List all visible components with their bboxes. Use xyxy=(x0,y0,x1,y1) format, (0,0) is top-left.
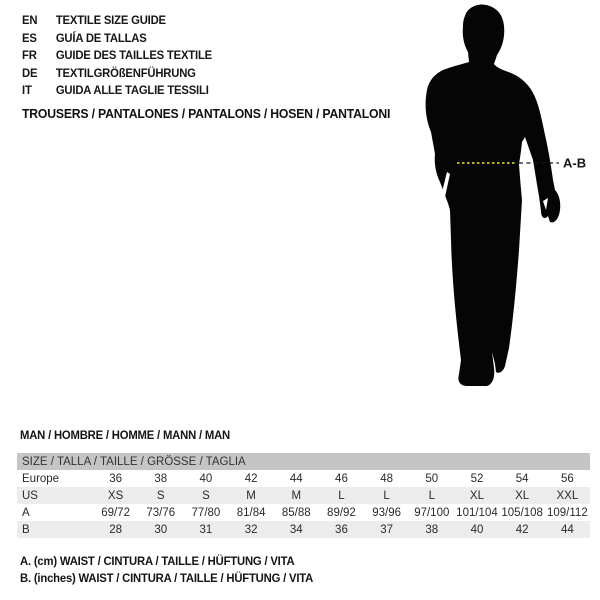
size-cell: 69/72 xyxy=(101,506,130,519)
note-waist-inches: B. (inches) WAIST / CINTURA / TAILLE / HÜFTUNG / VITA xyxy=(20,571,314,585)
size-cell: XS xyxy=(107,489,124,502)
size-cell: 73/76 xyxy=(146,506,176,519)
language-code: EN xyxy=(22,13,38,27)
language-row xyxy=(22,47,212,65)
size-cell: 46 xyxy=(335,472,348,485)
size-table-body xyxy=(17,470,590,538)
size-cell: 56 xyxy=(560,472,574,485)
note-waist-cm: A. (cm) WAIST / CINTURA / TAILLE / HÜFTUNG / VITA xyxy=(20,554,295,568)
size-cell: L xyxy=(383,489,390,502)
language-label: GUIDE DES TAILLES TEXTILE xyxy=(55,48,212,62)
language-row xyxy=(22,30,212,48)
size-cell: 40 xyxy=(199,472,213,485)
size-cell: 34 xyxy=(289,523,303,536)
size-cell: 28 xyxy=(109,523,122,536)
table-row xyxy=(17,504,590,521)
size-cell: 38 xyxy=(425,523,439,536)
language-code: FR xyxy=(22,48,37,62)
language-list xyxy=(22,12,212,100)
row-label: A xyxy=(22,506,30,519)
language-code: ES xyxy=(22,30,37,45)
size-cell: 101/104 xyxy=(456,506,498,519)
size-cell: 77/80 xyxy=(191,506,221,519)
size-cell: 48 xyxy=(380,472,394,485)
category-title: TROUSERS / PANTALONES / PANTALONS / HOSEN / PANTALONI xyxy=(22,106,391,121)
size-cell: 31 xyxy=(199,523,213,536)
size-cell: 32 xyxy=(244,523,258,536)
language-row xyxy=(22,65,212,83)
size-cell: 89/92 xyxy=(327,506,356,519)
size-table-header-bar: SIZE / TALLA / TAILLE / GRÖSSE / TAGLIA xyxy=(17,453,590,470)
language-label: GUIDA ALLE TAGLIE TESSILI xyxy=(55,83,209,97)
size-cell: 44 xyxy=(289,472,303,485)
size-table xyxy=(17,453,590,538)
size-cell: 44 xyxy=(560,523,574,536)
size-cell: 37 xyxy=(380,523,394,536)
size-cell: 54 xyxy=(515,472,529,485)
man-silhouette xyxy=(395,0,600,400)
size-cell: 36 xyxy=(335,523,348,536)
size-table-header-row xyxy=(17,453,590,470)
size-cell: XL xyxy=(515,489,530,502)
size-cell: 38 xyxy=(154,472,168,485)
size-cell: S xyxy=(156,489,165,502)
language-row xyxy=(22,82,212,100)
size-cell: M xyxy=(291,489,302,502)
size-cell: L xyxy=(338,489,345,502)
size-cell: 50 xyxy=(425,472,439,485)
size-cell: 85/88 xyxy=(281,506,311,519)
size-cell: L xyxy=(428,489,435,502)
man-silhouette-shape xyxy=(426,5,561,386)
size-cell: 105/108 xyxy=(501,506,543,519)
size-cell: M xyxy=(246,489,256,502)
language-row xyxy=(22,12,212,30)
row-label: Europe xyxy=(22,472,60,485)
size-cell: 52 xyxy=(470,472,484,485)
language-code: IT xyxy=(22,83,32,97)
language-label: TEXTILE SIZE GUIDE xyxy=(55,13,166,27)
size-cell: 97/100 xyxy=(414,506,450,519)
size-cell: S xyxy=(202,489,210,502)
measure-notes xyxy=(20,553,313,587)
waist-measure-label: A-B xyxy=(563,155,587,171)
language-label: TEXTILGRÖßENFÜHRUNG xyxy=(55,65,196,80)
table-row xyxy=(17,521,590,538)
language-code: DE xyxy=(22,65,38,80)
size-cell: 109/112 xyxy=(547,506,588,519)
size-cell: 93/96 xyxy=(372,506,401,519)
table-row xyxy=(17,470,590,487)
size-cell: 81/84 xyxy=(236,506,266,519)
size-cell: 36 xyxy=(109,472,122,485)
section-title-man: MAN / HOMBRE / HOMME / MANN / MAN xyxy=(20,428,230,442)
size-cell: 42 xyxy=(244,472,258,485)
size-cell: XL xyxy=(469,489,484,502)
row-label: US xyxy=(22,489,38,502)
language-label: GUÍA DE TALLAS xyxy=(55,30,147,45)
size-cell: 30 xyxy=(154,523,168,536)
size-cell: 42 xyxy=(515,523,529,536)
size-cell: 40 xyxy=(470,523,484,536)
size-cell: XXL xyxy=(556,489,579,502)
row-label: B xyxy=(22,523,30,536)
table-row xyxy=(17,487,590,504)
